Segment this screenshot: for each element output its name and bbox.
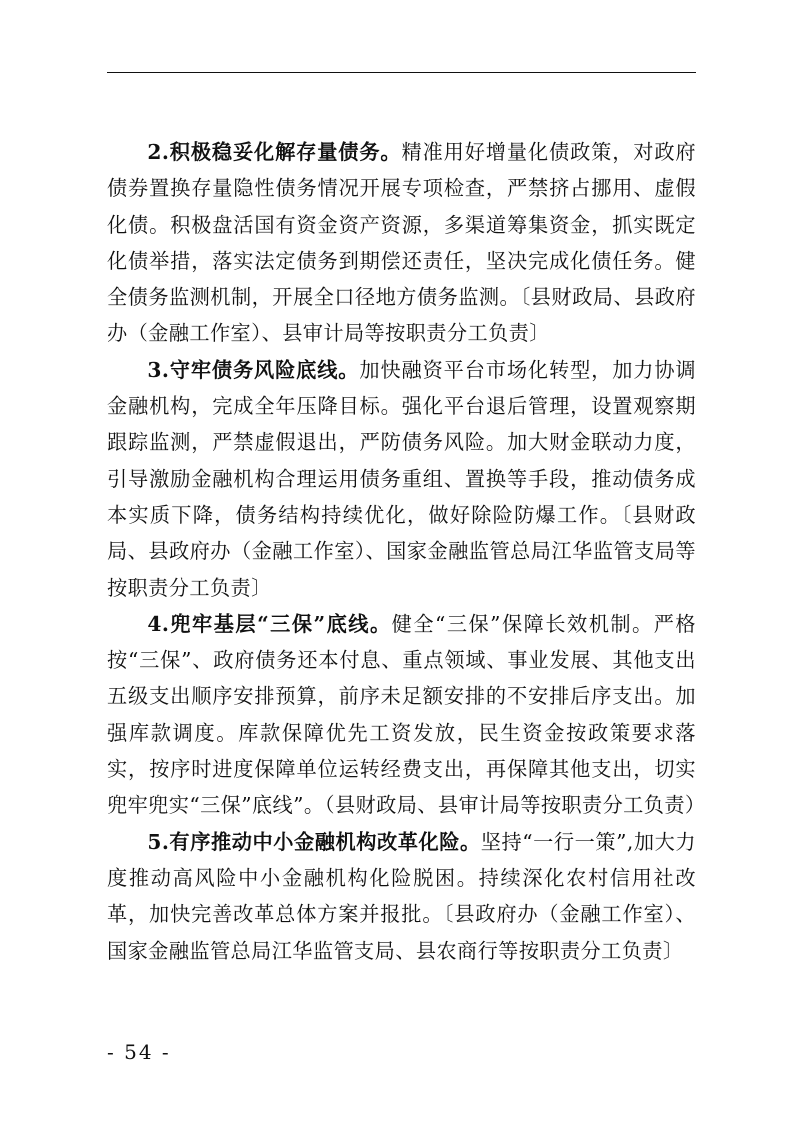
paragraph-heading: 3.守牢债务风险底线。 xyxy=(147,357,360,382)
header-rule xyxy=(107,72,696,73)
paragraph-debt-resolution xyxy=(107,134,696,352)
paragraph-debt-risk xyxy=(107,352,696,606)
paragraph-text: 精准用好增量化债政策，对政府债券置换存量隐性债务情况开展专项检查，严禁挤占挪用、虚假化债。积极盘活国有资金资产资源，多渠道筹集资金，抓实既定化债举措，落实法定债务到期偿还责任，坚决完成化债任务。健全债务监测机制，开展全口径地方债务监测。〔县财政局、县政府办（金融工作室）、县审计局等按职责分工负责〕 xyxy=(107,140,696,346)
paragraph-heading: 4.兜牢基层“三保”底线。 xyxy=(147,611,392,636)
paragraph-financial-reform xyxy=(107,824,696,969)
paragraph-heading: 2.积极稳妥化解存量债务。 xyxy=(147,140,402,164)
paragraph-heading: 5.有序推动中小金融机构改革化险。 xyxy=(147,829,481,854)
paragraph-three-guarantees xyxy=(107,606,706,824)
paragraph-text: 健全“三保”保障长效机制。严格按“三保”、政府债务还本付息、重点领域、事业发展、其他支出五级支出顺序安排预算，前序未足额安排的不安排后序支出。加强库款调度。库款保障优先工资发放，民生资金按政策要求落实，按序时进度保障单位运转经费支出，再保障其他支出，切实兜牢兜实“三保”底线”。（县财政局、县审计局等按职责分工负责） xyxy=(107,611,706,818)
page-number: - 54 - xyxy=(107,1040,171,1064)
document-body xyxy=(107,134,706,969)
paragraph-text: 坚持“一行一策”,加大力度推动高风险中小金融机构化险脱困。持续深化农村信用社改革，加快完善改革总体方案并报批。〔县政府办（金融工作室）、国家金融监管总局江华监管支局、县农商行等按职责分工负责〕 xyxy=(107,829,696,963)
paragraph-text: 加快融资平台市场化转型，加力协调金融机构，完成全年压降目标。强化平台退后管理，设置观察期跟踪监测，严禁虚假退出，严防债务风险。加大财金联动力度，引导激励金融机构合理运用债务重组、置换等手段，推动债务成本实质下降，债务结构持续优化，做好除险防爆工作。〔县财政局、县政府办（金融工作室）、国家金融监管总局江华监管支局等按职责分工负责〕 xyxy=(107,357,696,600)
